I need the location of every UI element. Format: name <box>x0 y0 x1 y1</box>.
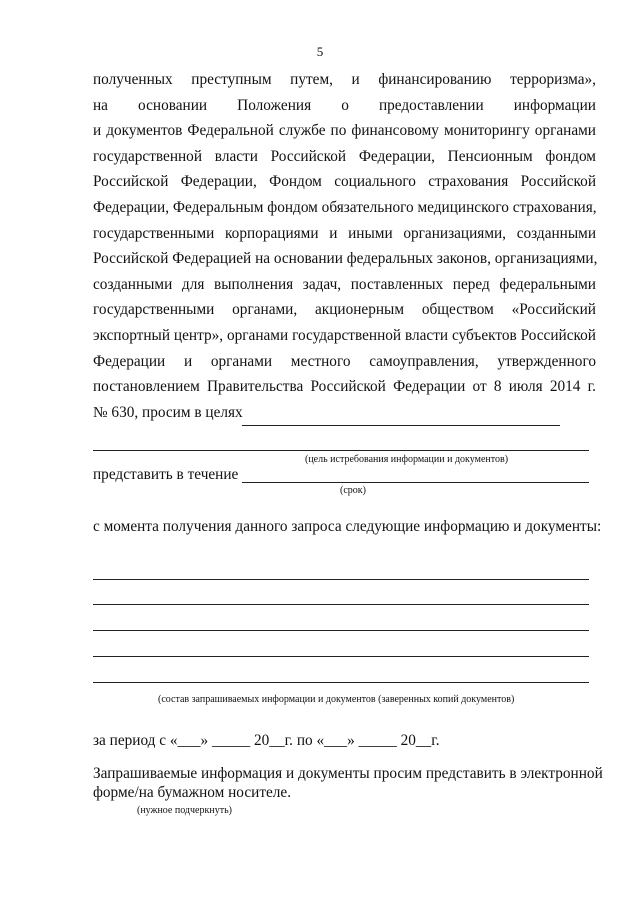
docs-fill-line-1[interactable] <box>93 579 589 580</box>
paragraph-line: Федерации, Федеральным фондом обязательного медицинского страхования, <box>93 198 597 216</box>
paragraph-line: Российской Федерацией на основании федеральных законов, организациями, <box>93 250 598 268</box>
paragraph-line: экспортный центр», органами государственной власти субъектов Российской <box>93 326 596 344</box>
docs-fill-line-4[interactable] <box>93 656 589 657</box>
purpose-fill-line-1[interactable] <box>242 425 560 426</box>
paragraph-line: Федерации и органами местного самоуправления, утвержденного <box>93 352 596 370</box>
paragraph-line: постановлением Правительства Российской Федерации от 8 июля 2014 г. <box>93 378 596 396</box>
form-line: Запрашиваемые информация и документы просим представить в электронной <box>93 765 603 782</box>
term-label: представить в течение <box>93 466 239 483</box>
paragraph-line: Российской Федерации, Фондом социального страхования Российской <box>93 173 596 191</box>
paragraph-line: № 630, просим в целях <box>93 403 243 421</box>
form-line: форме/на бумажном носителе. <box>93 784 292 801</box>
paragraph-line: полученных преступным путем, и финансированию терроризма», <box>93 71 596 88</box>
docs-fill-line-2[interactable] <box>93 604 589 605</box>
underline-caption: (нужное подчеркнуть) <box>137 805 232 816</box>
paragraph-line: государственными органами, акционерным обществом «Российский <box>93 301 596 319</box>
docs-caption: (состав запрашиваемых информации и документов (заверенных копий документов) <box>158 694 515 705</box>
page-number: 5 <box>316 44 324 59</box>
term-fill-line[interactable] <box>242 482 589 483</box>
paragraph-line: государственной власти Российской Федерации, Пенсионным фондом <box>93 147 596 165</box>
purpose-fill-line-2[interactable] <box>93 450 589 451</box>
docs-intro: с момента получения данного запроса следующие информацию и документы: <box>93 518 602 535</box>
period-line: за период с «___» _____ 20__г. по «___» _____ 20__г. <box>93 732 440 749</box>
docs-fill-line-3[interactable] <box>93 630 589 631</box>
paragraph-line: государственными корпорациями и иными организациями, созданными <box>93 224 596 242</box>
docs-fill-line-5[interactable] <box>93 682 589 683</box>
paragraph-line: и документов Федеральной службе по финансовому мониторингу органами <box>93 122 596 140</box>
paragraph-line: на основании Положения о предоставлении информации <box>93 96 596 114</box>
request-paragraph <box>93 67 596 425</box>
purpose-caption: (цель истребования информации и документов) <box>305 454 509 465</box>
paragraph-line: созданными для выполнения задач, поставленных перед федеральными <box>93 275 596 293</box>
term-caption: (срок) <box>340 485 366 496</box>
